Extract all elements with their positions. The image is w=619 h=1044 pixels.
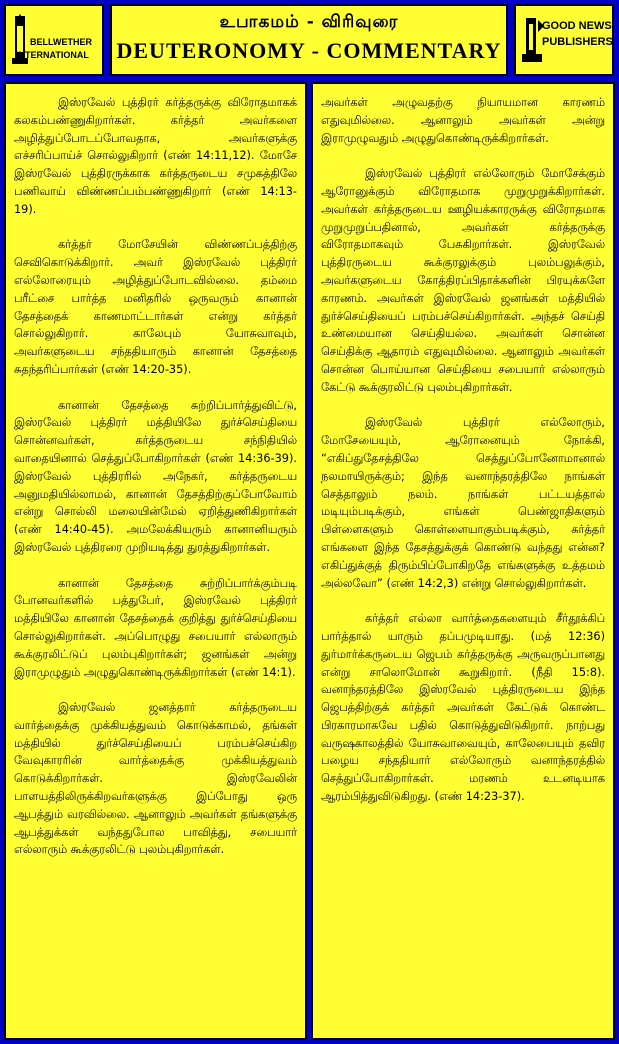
paragraph: கர்த்தர் மோசேயின் விண்ணப்பத்திற்கு செவிகொடுக்கிறார். அவர் இஸ்ரவேல் புத்திரர் எல்லோரையும் அழித்துப்போடவில்லை. தம்மை பரீட்சை பார்த்த மனிதரில் ஒருவரும் கானான் தேசத்தைக் காணமாட்டார்கள் என்று கர்த்தர் சொல்லுகிறார். காலேபும் யோசுவாவும், அவர்களுடைய சந்ததியாரும் கானான் தேசத்தை சுதந்தரிப்பார்கள் (எண் 14:20-35). (14, 238, 297, 376)
logo-right-line-2: PUBLISHERS (542, 36, 613, 48)
logo-left-line-2: INTERNATIONAL (16, 50, 89, 60)
title-english: DEUTERONOMY - COMMENTARY (116, 38, 502, 63)
logo-left-line-1: BELLWETHER (30, 37, 92, 47)
paragraph: இஸ்ரவேல் புத்திரர் எல்லோரும், மோசேயையும், ஆரோனையும் நோக்கி, “எகிப்துதேசத்திலே செத்துப்போனோமானால் நலமாயிருக்கும்; இந்த வனாந்தரத்திலே நாங்கள் செத்தாலும் நலம். நாங்கள் பட்டயத்தால் மடியும்படிக்கும், எங்கள் பெண்ஜாதிகளும் பிள்ளைகளும் கொள்ளையாகும்படிக்கும், கர்த்தர் எங்களை இந்த தேசத்துக்குக் கொண்டு வந்தது என்ன? எகிப்துக்குத் திரும்பிப்போகிறதே எங்களுக்கு உத்தமம் அல்லவோ” (எண் 14:2,3) என்று சொல்லுகிறார்கள். (321, 416, 605, 590)
paragraph: கானான் தேசத்தை சுற்றிப்பார்த்துவிட்டு, இஸ்ரவேல் புத்திரர் மத்தியிலே துர்ச்செய்தியை சொன்னவர்கள், கர்த்தருடைய சந்நிதியில் வாதையினால் செத்துப்போகிறார்கள் (எண் 14:36-39). இஸ்ரவேல் புத்திரரில் அநேகர், கர்த்தருடைய அனுமதியில்லாமல், கானான் தேசத்திற்குப்போவோம் என்று சொல்லி மலையின்மேல் ஏறித்துணிகிறார்கள் (எண் 14:40-45). அமலேக்கியரும் கானானியரும் இஸ்ரவேல் புத்திரரை முறியடித்து துரத்துகிறார்கள். (14, 398, 297, 554)
paragraph: இஸ்ரவேல் புத்திரர் கர்த்தருக்கு விரோதமாகக் கலகம்பண்ணுகிறார்கள். கர்த்தர் அவர்களை அழித்துப்போடப்போவதாக, அவர்களுக்கு எச்சரிப்பாய்ச் சொல்லுகிறார் (எண் 14:11,12). மோசே இஸ்ரவேல் புத்திரருக்காக கர்த்தருடைய சமுகத்திலே பணிவாய் விண்ணப்பம்பண்ணுகிறார் (எண் 14:13-19). (14, 96, 297, 216)
right-column (311, 82, 615, 1040)
bellwether-logo (4, 4, 104, 76)
paragraph: இஸ்ரவேல் ஜனத்தார் கர்த்தருடைய வார்த்தைக்கு முக்கியத்துவம் கொடுக்காமல், தங்கள் மத்தியில் துர்ச்செய்தியைப் பரம்பச்செய்கிற வேவுகாரரின் வார்த்தைக்கு முக்கியத்துவம் கொடுக்கிறார்கள். இஸ்ரவேலின் பாளயத்திலிருக்கிறவர்களுக்கு இப்போது ஒரு ஆபத்தும் வரவில்லை. ஆனாலும் அவர்கள் தங்களுக்கு ஆபத்துக்கள் வந்ததுபோல பாவித்து, சபையார் எல்லாரும் கூக்குரலிட்டு புலம்புகிறார்கள். (14, 701, 297, 857)
title-header (110, 4, 508, 76)
paragraph: கானான் தேசத்தை சுற்றிப்பார்க்கும்படி போனவர்களில் பத்துபேர், இஸ்ரவேல் புத்திரர் மத்தியிலே கானான் தேசத்தைக் குறித்து துர்ச்செய்தியை சொல்லுகிறார்கள். அப்பொழுது சபையார் எல்லாரும் கூக்குரலிட்டுப் புலம்புகிறார்கள்; ஜனங்கள் அன்று இராமுழுதும் அழுதுகொண்டிருக்கிறார்கள் (எண் 14:1). (14, 576, 297, 679)
good-news-publishers-logo (514, 4, 614, 76)
logo-right-line-1: GOOD NEWS (542, 20, 612, 32)
left-column (4, 82, 307, 1040)
title-tamil: உபாகமம் - விரிவுரை (219, 12, 399, 32)
paragraph: கர்த்தர் எல்லா வார்த்தைகளையும் சீர்தூக்கிப் பார்த்தால் யாரும் தப்பமுடியாது. (மத் 12:36) துர்மார்க்கருடைய ஜெபம் கர்த்தருக்கு அருவருப்பானது என்று சாலொமோன் கூறுகிறார். (நீதி 15:8). வனாந்தரத்திலே இஸ்ரவேல் புத்திரருடைய இந்த ஜெபத்திற்குக் கர்த்தர் அவர்கள் கேட்டுக் கொண்ட பிரகாரமாகவே பதில் கொடுத்துவிடுகிறார். நாற்பது வருஷகாலத்தில் யோசுவாவையும், காலேபையும் தவிர பழைய சந்ததியார் எல்லோரும் வனாந்தரத்தில் செத்துப்போகிறார்கள். மரணம் உடனடியாக ஆரம்பித்துவிடுகிறது. (எண் 14:23-37). (321, 612, 605, 804)
paragraph: இஸ்ரவேல் புத்திரர் எல்லோரும் மோசேக்கும் ஆரோனுக்கும் விரோதமாக முறுமுறுக்கிறார்கள். அவர்கள் கர்த்தருடைய ஊழியக்காரருக்கு விரோதமாக முறுமுறுப்பதினால், அவர்கள் கர்த்தருக்கு விரோதமாகவும் பேசுகிறார்கள். இஸ்ரவேல் புத்திரருடைய கூக்குரலுக்கும் புலம்பலுக்கும், அவர்களுடைய கோத்திரப்பிதாக்களின் பிரயுக்களே காரணம். அவர்கள் இஸ்ரவேல் ஜனங்கள் மத்தியில் துர்ச்செய்தியைப் பரம்பச்செய்கிறார்கள். அந்தச் செய்தி உண்மையான செய்தியல்ல. அவர்கள் சொன்ன செய்திக்கு ஆதாரம் எதுவுமில்லை. ஆனாலும் அவர்கள் சொன்ன பொய்யான செய்தியை சபையார் எல்லாரும் கேட்டு கூக்குரலிட்டு புலம்புகிறார்கள். (321, 167, 605, 394)
paragraph: அவர்கள் அழுவதற்கு நியாயமான காரணம் எதுவுமில்லை. ஆனாலும் அவர்கள் அன்று இராமுழுவதும் அழுதுகொண்டிருக்கிறார்கள். (321, 96, 605, 145)
